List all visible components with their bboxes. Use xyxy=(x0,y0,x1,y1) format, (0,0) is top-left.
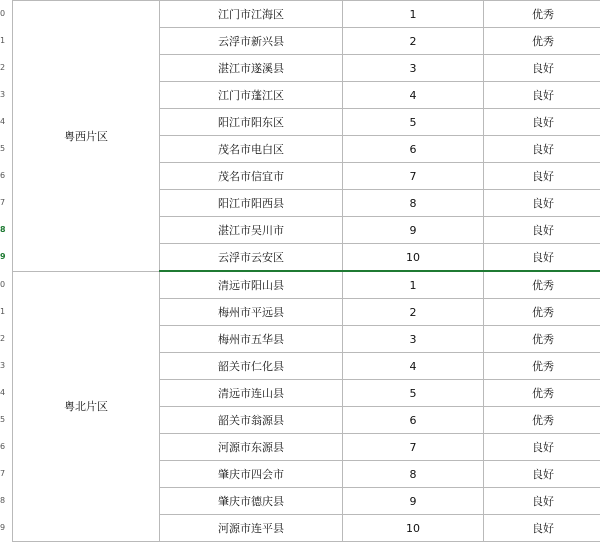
table-row xyxy=(13,271,600,299)
grade-cell[interactable]: 良好 xyxy=(484,488,600,515)
rank-cell[interactable]: 2 xyxy=(343,28,484,55)
county-name-cell[interactable]: 清远市连山县 xyxy=(160,380,343,407)
county-name-cell[interactable]: 河源市东源县 xyxy=(160,434,343,461)
rank-cell[interactable]: 6 xyxy=(343,136,484,163)
rank-cell[interactable]: 9 xyxy=(343,217,484,244)
rank-cell[interactable]: 4 xyxy=(343,82,484,109)
grade-cell[interactable]: 良好 xyxy=(484,109,600,136)
row-header[interactable]: 7 xyxy=(0,468,6,478)
grade-cell[interactable]: 优秀 xyxy=(484,271,600,299)
grade-cell[interactable]: 良好 xyxy=(484,190,600,217)
county-name-cell[interactable]: 梅州市平远县 xyxy=(160,299,343,326)
rank-cell[interactable]: 3 xyxy=(343,326,484,353)
row-header[interactable]: 3 xyxy=(0,89,6,99)
county-name-cell[interactable]: 湛江市吴川市 xyxy=(160,217,343,244)
county-name-cell[interactable]: 肇庆市四会市 xyxy=(160,461,343,488)
row-header[interactable]: 2 xyxy=(0,62,6,72)
county-name-cell[interactable]: 肇庆市德庆县 xyxy=(160,488,343,515)
rank-cell[interactable]: 1 xyxy=(343,1,484,28)
row-header[interactable]: 3 xyxy=(0,360,6,370)
row-header[interactable]: 5 xyxy=(0,143,6,153)
row-header-gutter xyxy=(0,0,12,550)
rank-cell[interactable]: 8 xyxy=(343,190,484,217)
rank-cell[interactable]: 10 xyxy=(343,515,484,542)
row-header[interactable]: 0 xyxy=(0,280,6,289)
row-header[interactable]: 1 xyxy=(0,35,6,45)
grade-cell[interactable]: 良好 xyxy=(484,82,600,109)
row-header[interactable]: 7 xyxy=(0,197,6,207)
grade-cell[interactable]: 良好 xyxy=(484,55,600,82)
grade-cell[interactable]: 优秀 xyxy=(484,326,600,353)
county-name-cell[interactable]: 河源市连平县 xyxy=(160,515,343,542)
grade-cell[interactable]: 优秀 xyxy=(484,1,600,28)
county-name-cell[interactable]: 阳江市阳西县 xyxy=(160,190,343,217)
county-name-cell[interactable]: 清远市阳山县 xyxy=(160,271,343,299)
region-name-cell[interactable]: 粤北片区 xyxy=(13,271,160,542)
rank-cell[interactable]: 7 xyxy=(343,434,484,461)
ranking-table xyxy=(12,0,600,542)
grade-cell[interactable]: 优秀 xyxy=(484,299,600,326)
rank-cell[interactable]: 1 xyxy=(343,271,484,299)
row-header[interactable]: 8 xyxy=(0,224,6,234)
grade-cell[interactable]: 良好 xyxy=(484,136,600,163)
row-header[interactable]: 9 xyxy=(0,522,6,532)
grade-cell[interactable]: 良好 xyxy=(484,461,600,488)
county-name-cell[interactable]: 阳江市阳东区 xyxy=(160,109,343,136)
row-header[interactable]: 6 xyxy=(0,170,6,180)
grade-cell[interactable]: 良好 xyxy=(484,163,600,190)
rank-cell[interactable]: 8 xyxy=(343,461,484,488)
row-header[interactable]: 1 xyxy=(0,306,6,316)
row-header[interactable]: 6 xyxy=(0,441,6,451)
county-name-cell[interactable]: 茂名市电白区 xyxy=(160,136,343,163)
row-header[interactable]: 4 xyxy=(0,387,6,397)
rank-cell[interactable]: 3 xyxy=(343,55,484,82)
grade-cell[interactable]: 优秀 xyxy=(484,28,600,55)
rank-cell[interactable]: 9 xyxy=(343,488,484,515)
grade-cell[interactable]: 良好 xyxy=(484,217,600,244)
rank-cell[interactable]: 5 xyxy=(343,380,484,407)
county-name-cell[interactable]: 茂名市信宜市 xyxy=(160,163,343,190)
region-name-cell[interactable]: 粤西片区 xyxy=(13,1,160,272)
county-name-cell[interactable]: 韶关市仁化县 xyxy=(160,353,343,380)
county-name-cell[interactable]: 梅州市五华县 xyxy=(160,326,343,353)
grade-cell[interactable]: 良好 xyxy=(484,434,600,461)
grade-cell[interactable]: 良好 xyxy=(484,244,600,272)
row-header[interactable]: 0 xyxy=(0,8,6,18)
grade-cell[interactable]: 优秀 xyxy=(484,407,600,434)
county-name-cell[interactable]: 湛江市遂溪县 xyxy=(160,55,343,82)
rank-cell[interactable]: 2 xyxy=(343,299,484,326)
rank-cell[interactable]: 4 xyxy=(343,353,484,380)
row-header[interactable]: 9 xyxy=(0,252,6,261)
county-name-cell[interactable]: 云浮市新兴县 xyxy=(160,28,343,55)
row-header[interactable]: 4 xyxy=(0,116,6,126)
rank-cell[interactable]: 10 xyxy=(343,244,484,272)
county-name-cell[interactable]: 江门市蓬江区 xyxy=(160,82,343,109)
grade-cell[interactable]: 良好 xyxy=(484,515,600,542)
rank-cell[interactable]: 6 xyxy=(343,407,484,434)
row-header[interactable]: 5 xyxy=(0,414,6,424)
county-name-cell[interactable]: 云浮市云安区 xyxy=(160,244,343,272)
table-grid-container xyxy=(12,0,600,550)
row-header[interactable]: 8 xyxy=(0,495,6,505)
row-header[interactable]: 2 xyxy=(0,333,6,343)
rank-cell[interactable]: 7 xyxy=(343,163,484,190)
rank-cell[interactable]: 5 xyxy=(343,109,484,136)
county-name-cell[interactable]: 韶关市翁源县 xyxy=(160,407,343,434)
grade-cell[interactable]: 优秀 xyxy=(484,380,600,407)
table-row xyxy=(13,1,600,28)
county-name-cell[interactable]: 江门市江海区 xyxy=(160,1,343,28)
grade-cell[interactable]: 优秀 xyxy=(484,353,600,380)
